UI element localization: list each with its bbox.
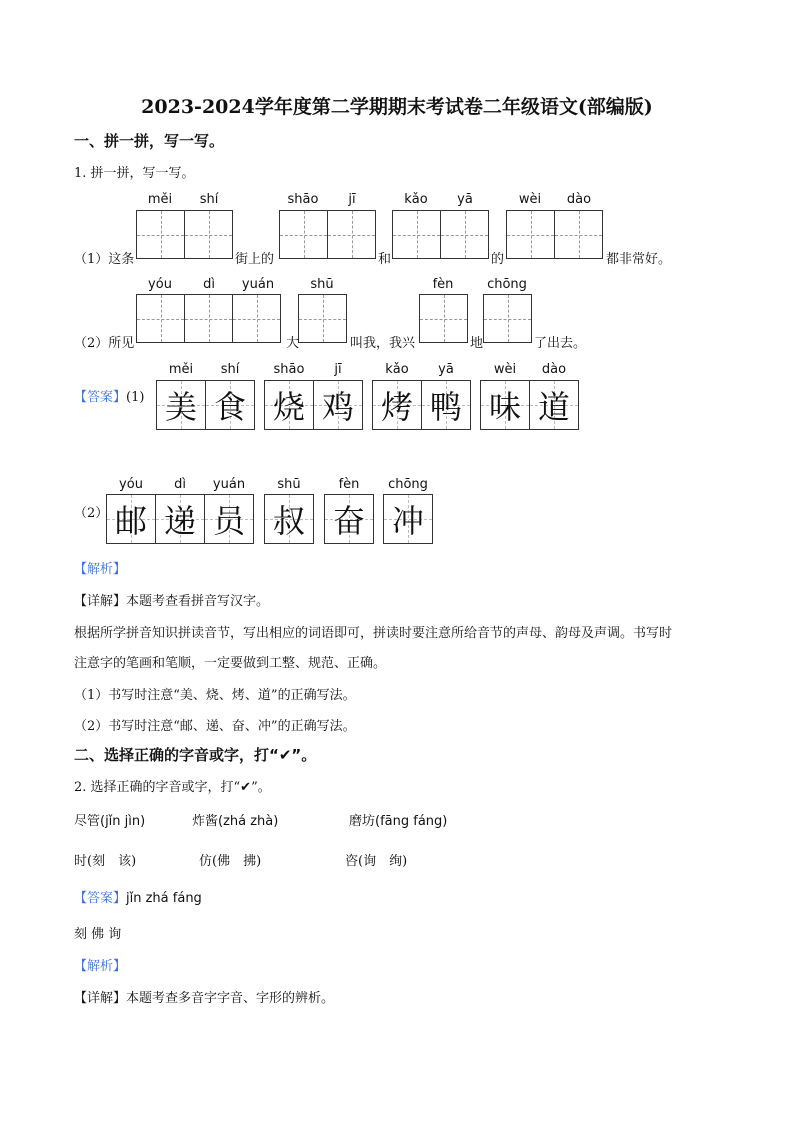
- blank-grid-shu: [298, 294, 347, 343]
- pinyin-label: shāo: [273, 362, 305, 377]
- blank-grid-shaoji: [279, 210, 376, 259]
- blank-cell[interactable]: [440, 210, 489, 259]
- answer-char-cell: [264, 380, 314, 430]
- answer-label-1: [74, 386, 144, 405]
- pinyin-label: yā: [438, 362, 454, 377]
- answer-char: 道: [537, 388, 570, 426]
- detail-text: 本题考查看拼音写汉字。: [126, 594, 270, 609]
- pinyin-label: shāo: [287, 192, 319, 207]
- blank-cell[interactable]: [327, 210, 376, 259]
- pinyin-label: kǎo: [404, 192, 428, 207]
- answer-grid-1d: [480, 380, 579, 430]
- answer-index-2: （2）: [74, 506, 109, 521]
- answer-char: 递: [163, 502, 196, 540]
- pinyin-label: yuán: [212, 477, 246, 492]
- blank-cell[interactable]: [419, 294, 468, 343]
- pinyin-label: wèi: [493, 362, 517, 377]
- answer-char-cell: [324, 494, 374, 544]
- detail-2: [74, 987, 334, 1006]
- answer-char-cell: [264, 494, 314, 544]
- answer-char: 冲: [391, 502, 424, 540]
- line2-text-2: 叫我，我兴: [350, 336, 416, 351]
- answer-grid-1a: [156, 380, 255, 430]
- answer-char: 鸭: [429, 388, 462, 426]
- explanation-para-2: 注意字的笔画和笔顺，一定要做到工整、规范、正确。: [74, 656, 387, 671]
- pinyin-label: chōng: [388, 477, 428, 492]
- answer-char-cell: [155, 494, 205, 544]
- pinyin-label: wèi: [518, 192, 542, 207]
- answer-grid-1b: [264, 380, 363, 430]
- answer-char: 美: [164, 388, 197, 426]
- answer-char: 食: [213, 388, 246, 426]
- answer-char-cell: [313, 380, 363, 430]
- pinyin-label: fèn: [432, 277, 454, 292]
- pinyin-label: jī: [348, 192, 356, 207]
- pinyin-label: fèn: [338, 477, 360, 492]
- line2-text-4: 了出去。: [534, 336, 587, 351]
- pinyin-label: měi: [147, 192, 173, 207]
- blank-cell[interactable]: [298, 294, 347, 343]
- choice-jinguan[interactable]: 尽管(jǐn jìn): [74, 814, 146, 829]
- answer-char-cell: [106, 494, 156, 544]
- blank-grid-weidao: [506, 210, 603, 259]
- blank-cell[interactable]: [232, 294, 281, 343]
- choice-mofang[interactable]: 磨坊(fāng fáng): [349, 814, 448, 829]
- answer-char-cell: [156, 380, 206, 430]
- pinyin-label: yā: [457, 192, 473, 207]
- pinyin-label: jī: [334, 362, 342, 377]
- answer-grid-1c: [372, 380, 471, 430]
- answer-char-cell: [383, 494, 433, 544]
- choice-shike[interactable]: 时(刻 该): [74, 854, 137, 869]
- answer-char-cell: [421, 380, 471, 430]
- detail-tag: 【详解】: [74, 594, 127, 609]
- blank-cell[interactable]: [279, 210, 328, 259]
- question-1: 1. 拼一拼，写一写。: [74, 166, 195, 181]
- blank-cell[interactable]: [136, 294, 185, 343]
- explanation-note-1: （1）书写时注意“美、烧、烤、道”的正确写法。: [74, 688, 356, 703]
- choice-zixun[interactable]: 咨(询 绚): [345, 854, 408, 869]
- analysis-tag-2: 【解析】: [74, 959, 127, 974]
- line2-prefix: （2）所见: [74, 336, 135, 351]
- pinyin-label: dì: [174, 477, 186, 492]
- line1-text-4: 都非常好。: [606, 252, 672, 267]
- choice-fangfu[interactable]: 仿(佛 拂): [199, 854, 262, 869]
- answer-char-cell: [372, 380, 422, 430]
- answer-char: 烧: [272, 388, 305, 426]
- answer-char-cell: [204, 494, 254, 544]
- blank-grid-kaoya: [392, 210, 489, 259]
- answer-char-cell: [480, 380, 530, 430]
- blank-cell[interactable]: [483, 294, 532, 343]
- detail-1: [74, 590, 269, 609]
- line1-prefix: （1）这条: [74, 252, 135, 267]
- answer-char: 烤: [380, 388, 413, 426]
- line1-text-1: 街上的: [235, 252, 275, 267]
- answer-char: 员: [212, 502, 245, 540]
- pinyin-label: dào: [541, 362, 567, 377]
- answer-char-cell: [205, 380, 255, 430]
- section1-heading: 一、拼一拼，写一写。: [74, 132, 225, 150]
- question-2: 2. 选择正确的字音或字，打“✔”。: [74, 780, 271, 795]
- answer-char: 叔: [272, 502, 305, 540]
- answer-char: 味: [488, 388, 521, 426]
- analysis-tag-1: 【解析】: [74, 562, 127, 577]
- pinyin-label: yóu: [148, 277, 172, 292]
- pinyin-label: kǎo: [385, 362, 409, 377]
- blank-cell[interactable]: [506, 210, 555, 259]
- detail-text-2: 本题考查多音字字音、字形的辨析。: [126, 991, 335, 1006]
- answer-char: 奋: [332, 502, 365, 540]
- answer-tag: 【答案】: [74, 390, 127, 405]
- blank-grid-fen: [419, 294, 468, 343]
- answer-index-1: (1): [126, 390, 145, 405]
- answer-grid-2a: [106, 494, 254, 544]
- pinyin-label: shū: [277, 477, 301, 492]
- blank-grid-youdiyuan: [136, 294, 281, 343]
- answer-char: 邮: [114, 502, 147, 540]
- answer-grid-2c: [324, 494, 374, 544]
- pinyin-label: shí: [199, 192, 219, 207]
- answer-grid-2b: [264, 494, 314, 544]
- pinyin-label: shí: [220, 362, 240, 377]
- line1-text-3: 的: [491, 252, 505, 267]
- blank-cell[interactable]: [554, 210, 603, 259]
- answer-2-chars: 刻 佛 询: [74, 927, 122, 942]
- answer-grid-2d: [383, 494, 433, 544]
- answer-char: 鸡: [321, 388, 354, 426]
- answer-char-cell: [529, 380, 579, 430]
- blank-cell[interactable]: [392, 210, 441, 259]
- answer-tag-2: 【答案】: [74, 891, 127, 906]
- section2-heading: 二、选择正确的字音或字，打“✔”。: [74, 746, 317, 764]
- explanation-para-1: 根据所学拼音知识拼读音节，写出相应的词语即可，拼读时要注意所给音节的声母、韵母及声调。书写时: [74, 626, 673, 641]
- pinyin-label: chōng: [487, 277, 527, 292]
- pinyin-label: yuán: [241, 277, 275, 292]
- pinyin-label: dì: [203, 277, 215, 292]
- blank-grid-chong: [483, 294, 532, 343]
- detail-tag-2: 【详解】: [74, 991, 127, 1006]
- line1-text-2: 和: [378, 252, 392, 267]
- line2-text-1: 大: [286, 336, 300, 351]
- choice-zhajiang[interactable]: 炸酱(zhá zhà): [192, 814, 279, 829]
- page-title: 2023-2024学年度第二学期期末考试卷二年级语文(部编版): [141, 96, 653, 118]
- pinyin-label: shū: [310, 277, 334, 292]
- blank-cell[interactable]: [184, 294, 233, 343]
- explanation-note-2: （2）书写时注意“邮、递、奋、冲”的正确写法。: [74, 719, 356, 734]
- pinyin-label: měi: [168, 362, 194, 377]
- blank-cell[interactable]: [136, 210, 185, 259]
- blank-cell[interactable]: [184, 210, 233, 259]
- pinyin-label: dào: [566, 192, 592, 207]
- answer-2-pinyin: jǐn zhá fáng: [126, 891, 202, 906]
- answer-2: [74, 887, 202, 906]
- pinyin-label: yóu: [119, 477, 143, 492]
- line2-text-3: 地: [470, 336, 484, 351]
- blank-grid-meishi: [136, 210, 233, 259]
